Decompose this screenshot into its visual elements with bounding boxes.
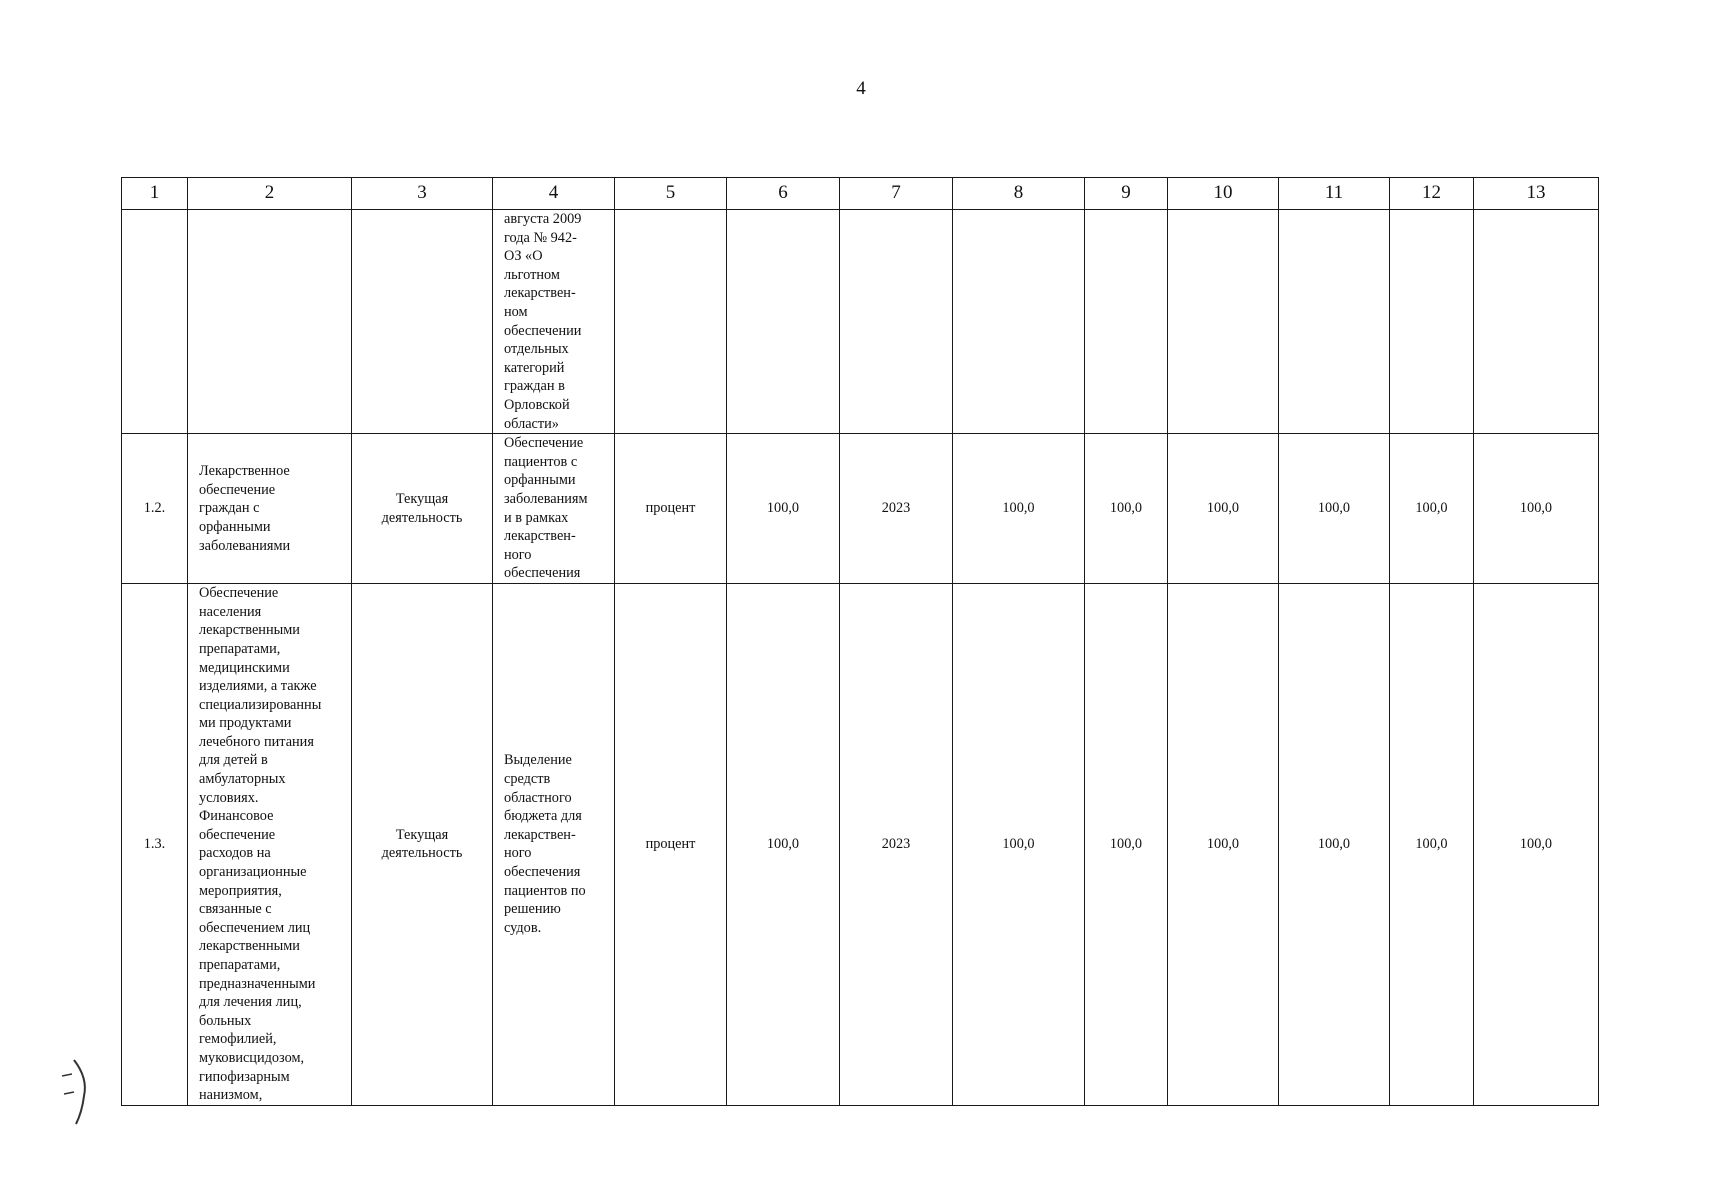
cell-value: 100,0 (1279, 584, 1390, 1106)
table-header-row (122, 178, 1599, 210)
column-header: 13 (1474, 178, 1599, 210)
cell-value: 100,0 (1085, 434, 1168, 584)
cell-base-value: 100,0 (727, 434, 840, 584)
page-number: 4 (856, 78, 866, 99)
cell-value (1474, 210, 1599, 434)
column-header: 6 (727, 178, 840, 210)
cell-number: 1.2. (122, 434, 188, 584)
cell-name: Лекарственное обеспечение граждан с орфанными заболеваниями (188, 434, 352, 584)
table-row (122, 584, 1599, 1106)
cell-value: 100,0 (1279, 434, 1390, 584)
cell-value: 100,0 (953, 584, 1085, 1106)
cell-unit: процент (615, 434, 727, 584)
column-header: 4 (493, 178, 615, 210)
table-row (122, 434, 1599, 584)
column-header: 10 (1168, 178, 1279, 210)
column-header: 12 (1390, 178, 1474, 210)
cell-base-value (727, 210, 840, 434)
cell-value (953, 210, 1085, 434)
cell-value: 100,0 (1390, 584, 1474, 1106)
indicators-table (121, 177, 1599, 1106)
column-header: 3 (352, 178, 493, 210)
cell-basis: Обеспечение пациентов с орфанными заболеваниям и в рамках лекарствен- ного обеспечения (493, 434, 615, 584)
cell-number (122, 210, 188, 434)
cell-value (1085, 210, 1168, 434)
table-row (122, 210, 1599, 434)
cell-value: 100,0 (1390, 434, 1474, 584)
cell-base-year: 2023 (840, 584, 953, 1106)
cell-unit: процент (615, 584, 727, 1106)
column-header: 11 (1279, 178, 1390, 210)
cell-value: 100,0 (1474, 584, 1599, 1106)
cell-name: Обеспечение населения лекарственными препаратами, медицинскими изделиями, а также специализированны ми продуктами лечебного питания для детей в амбулаторных условиях. Финансовое обеспечение расходов на организационные мероприятия, связанные с обеспечением лиц лекарственными препаратами, предназначенными для лечения лиц, больных гемофилией, муковисцидозом, гипофизарным нанизмом, (188, 584, 352, 1106)
cell-value (1390, 210, 1474, 434)
cell-value: 100,0 (1474, 434, 1599, 584)
cell-value: 100,0 (953, 434, 1085, 584)
cell-base-year (840, 210, 953, 434)
column-header: 2 (188, 178, 352, 210)
cell-base-year: 2023 (840, 434, 953, 584)
column-header: 7 (840, 178, 953, 210)
cell-unit (615, 210, 727, 434)
cell-value (1279, 210, 1390, 434)
cell-type (352, 210, 493, 434)
cell-value: 100,0 (1168, 584, 1279, 1106)
cell-value: 100,0 (1085, 584, 1168, 1106)
cell-value (1168, 210, 1279, 434)
cell-type: Текущая деятельность (352, 434, 493, 584)
cell-value: 100,0 (1168, 434, 1279, 584)
cell-base-value: 100,0 (727, 584, 840, 1106)
cell-name (188, 210, 352, 434)
cell-number: 1.3. (122, 584, 188, 1106)
column-header: 9 (1085, 178, 1168, 210)
cell-type: Текущая деятельность (352, 584, 493, 1106)
cell-basis: августа 2009 года № 942- ОЗ «О льготном лекарствен- ном обеспечении отдельных категорий граждан в Орловской области» (493, 210, 615, 434)
column-header: 5 (615, 178, 727, 210)
cell-basis: Выделение средств областного бюджета для лекарствен- ного обеспечения пациентов по решению судов. (493, 584, 615, 1106)
column-header: 1 (122, 178, 188, 210)
column-header: 8 (953, 178, 1085, 210)
hole-punch-mark-icon (60, 1052, 100, 1132)
